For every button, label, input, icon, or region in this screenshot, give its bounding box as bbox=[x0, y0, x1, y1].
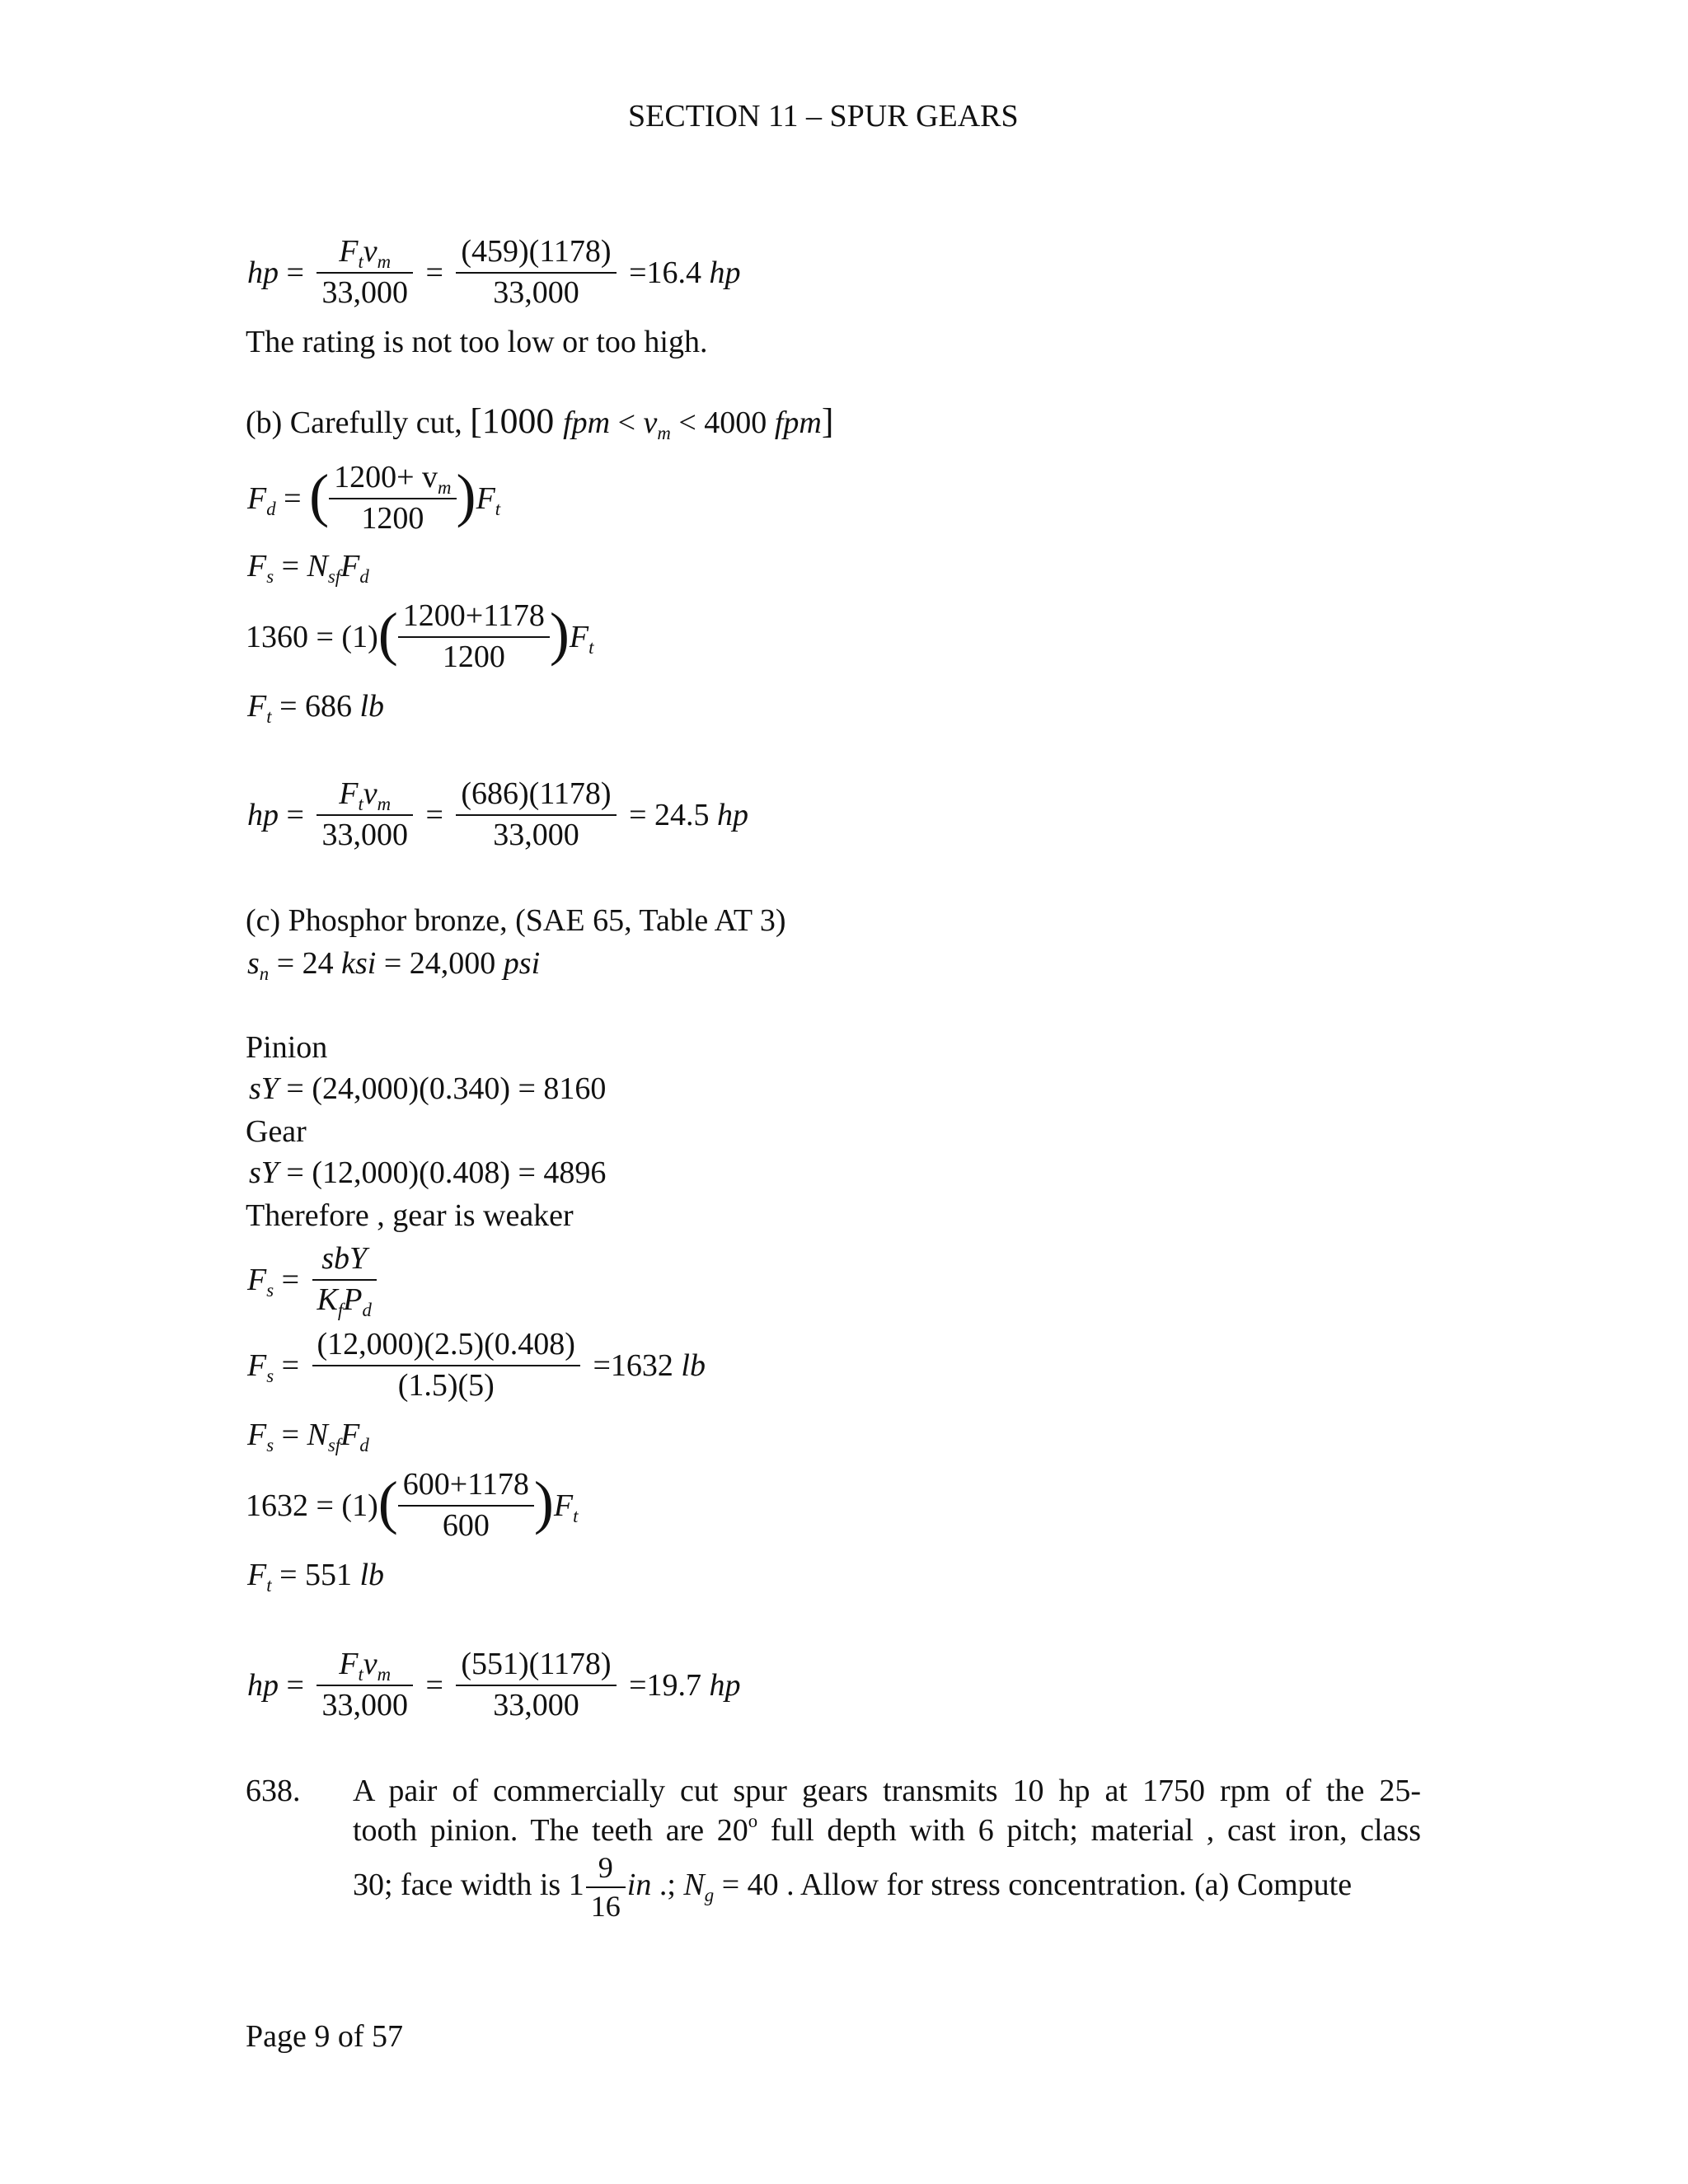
section-title: SECTION 11 – SPUR GEARS bbox=[628, 99, 1019, 134]
equation-fs-1632: $F_s$ = $\frac{(12,000)(2.5)(0.408)}{(1.5)(5)}$ =1632 lb bbox=[247, 1327, 706, 1403]
equation-fs-2: $F_s = N_{sf}F_d$ bbox=[247, 1418, 369, 1455]
part-b-heading: (b) Carefully cut, [1000 fpm < $v_m < 4000$ fpm] bbox=[246, 401, 834, 443]
pinion-label: Pinion bbox=[246, 1030, 328, 1065]
equation-ft-686: $F_t = 686$ lb bbox=[247, 689, 385, 727]
problem-line-1: A pair of commercially cut spur gears transmits 10 hp at 1750 rpm of the 25- bbox=[353, 1774, 1421, 1808]
equation-fd: $F_d$ = ( $\frac{1200+ v_m}{1200}$ )$F_t$ bbox=[247, 460, 501, 536]
equation-sn: $s_n = 24$ ksi = 24,000 psi bbox=[247, 946, 541, 984]
equation-hp-1: hp = $\frac{F_tv_m}{33,000}$ = $\frac{(459)(1178)}{33,000}$ =16.4 hp bbox=[247, 234, 741, 310]
page-number: Page 9 of 57 bbox=[246, 2019, 404, 2054]
problem-line-3: 30; face width is 1 $\frac{9}{16}$ in .; $N_g = 40$ . Allow for stress concentration. (a) Compute bbox=[353, 1851, 1353, 1924]
equation-1632: 1632 = (1)( $\frac{600+1178}{600}$ )$F_t$ bbox=[246, 1467, 579, 1543]
part-c-heading: (c) Phosphor bronze, (SAE 65, Table AT 3) bbox=[246, 903, 786, 938]
equation-ft-551: $F_t = 551$ lb bbox=[247, 1558, 385, 1596]
problem-number: 638. bbox=[246, 1774, 301, 1808]
equation-fs: $F_s = N_{sf}F_d$ bbox=[247, 549, 369, 587]
equation-fs-sby: $F_s$ = $\frac{\text{sbY}}{K_fP_d}$ bbox=[247, 1240, 382, 1319]
equation-pinion-sy: sY = (24,000)(0.340) = 8160 bbox=[249, 1071, 607, 1106]
gear-label: Gear bbox=[246, 1114, 307, 1149]
equation-1360: 1360 = (1)( $\frac{1200+1178}{1200}$ )$F_t$ bbox=[246, 598, 594, 674]
equation-gear-sy: sY = (12,000)(0.408) = 4896 bbox=[249, 1155, 607, 1190]
problem-line-2: tooth pinion. The teeth are 20$^o$ full depth with 6 pitch; material , cast iron, class bbox=[353, 1811, 1421, 1848]
rating-note: The rating is not too low or too high. bbox=[246, 325, 708, 359]
therefore-note: Therefore , gear is weaker bbox=[246, 1198, 574, 1233]
equation-hp-3: hp = $\frac{F_tv_m}{33,000}$ = $\frac{(551)(1178)}{33,000}$ =19.7 hp bbox=[247, 1647, 741, 1722]
equation-hp-2: hp = $\frac{F_tv_m}{33,000}$ = $\frac{(686)(1178)}{33,000}$ = 24.5 hp bbox=[247, 776, 749, 852]
